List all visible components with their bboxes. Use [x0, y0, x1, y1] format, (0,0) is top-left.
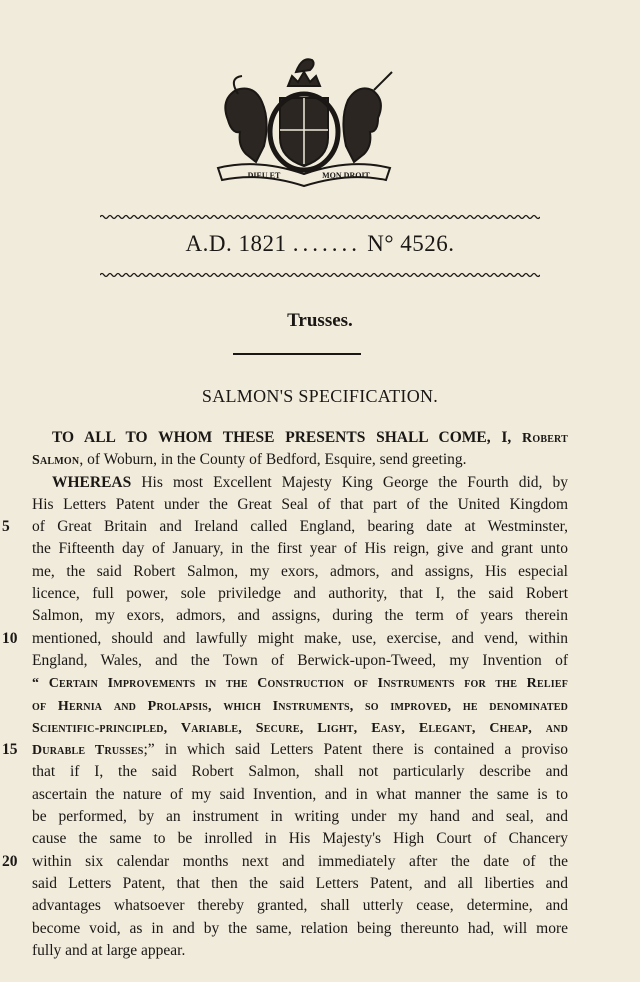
- text-segment: ascertain the nature of my said Invention, and in what manner the same is to: [32, 785, 568, 803]
- heading-dots: .......: [292, 231, 361, 256]
- text-segment: , of Woburn, in the County of Bedford, Esquire, send greeting.: [79, 451, 467, 469]
- text-line: [32, 538, 568, 560]
- text-segment: His most Excellent Majesty King George the Fourth did, by: [131, 473, 568, 491]
- royal-coat-of-arms: [198, 50, 410, 190]
- text-line: [32, 672, 568, 694]
- line-number: 5: [2, 518, 10, 536]
- text-segment: the Fifteenth day of January, in the first year of His reign, give and grant unto: [32, 540, 568, 558]
- text-segment: become void, as in and by the same, relation being thereunto had, will more: [32, 919, 568, 937]
- line-number: 15: [2, 741, 18, 759]
- text-line: [32, 828, 568, 850]
- text-line: [2, 628, 568, 650]
- text-segment: said Letters Patent, that then the said Letters Patent, and all liberties and: [32, 874, 568, 892]
- text-line: [32, 472, 568, 494]
- top-ornamental-rule: [100, 214, 540, 220]
- text-line: [2, 851, 568, 873]
- text-segment: within six calendar months next and immediately after the date of the: [32, 852, 568, 870]
- text-segment: Salmon, my exors, admors, and assigns, during the term of years therein: [32, 607, 568, 625]
- text-line: [32, 695, 568, 717]
- text-segment: of Great Britain and Ireland called England, bearing date at Westminster,: [32, 518, 568, 536]
- text-segment: His Letters Patent under the Great Seal of that part of the United Kingdom: [32, 495, 568, 513]
- text-line: [32, 583, 568, 605]
- text-line: [32, 895, 568, 917]
- text-line: [32, 873, 568, 895]
- text-line: [32, 650, 568, 672]
- text-segment: that if I, the said Robert Salmon, shall not particularly describe and: [32, 763, 568, 781]
- text-segment: Durable Trusses: [32, 743, 144, 759]
- text-line: [32, 449, 568, 471]
- text-line: [32, 494, 568, 516]
- title-divider: [233, 353, 361, 355]
- specification-title: SALMON'S SPECIFICATION.: [201, 386, 439, 406]
- text-segment: licence, full power, sole priviledge and authority, that I, the said Robert: [32, 585, 568, 603]
- text-segment: Salmon: [32, 453, 80, 469]
- text-segment: of Hernia and Prolapsis, which Instruments, so improved, he denominated: [32, 698, 568, 714]
- line-number: 20: [2, 852, 18, 870]
- specification-body: [2, 427, 568, 962]
- text-segment: Robert: [522, 431, 568, 446]
- text-line: [32, 427, 568, 449]
- text-segment: TO ALL TO WHOM THESE PRESENTS SHALL COME, I,: [52, 429, 523, 446]
- text-line: [32, 940, 568, 962]
- text-segment: Scientific-principled, Variable, Secure, Light, Easy, Elegant, Cheap, and: [32, 720, 568, 736]
- text-line: [32, 918, 568, 940]
- subject-title: Trusses.: [287, 310, 353, 331]
- text-segment: advantages whatsoever thereby granted, shall utterly cease, determine, and: [32, 897, 568, 915]
- text-segment: mentioned, should and lawfully might make, use, exercise, and vend, within: [32, 629, 568, 647]
- text-segment: ;” in which said Letters Patent there is contained a proviso: [143, 741, 568, 759]
- text-segment: cause the same to be inrolled in His Majesty's High Court of Chancery: [32, 830, 568, 848]
- text-segment: be performed, by an instrument in writing under my hand and seal, and: [32, 808, 568, 826]
- text-segment: me, the said Robert Salmon, my exors, admors, and assigns, His especial: [32, 562, 568, 580]
- year-label: A.D. 1821: [185, 231, 287, 256]
- text-line: [2, 739, 568, 761]
- text-line: [32, 605, 568, 627]
- text-segment: “ Certain Improvements in the Construction of Instruments for the Relief: [32, 676, 568, 692]
- patent-heading: [0, 231, 640, 257]
- text-segment: fully and at large appear.: [32, 941, 186, 959]
- motto-left: DIEU ET: [247, 171, 281, 180]
- text-line: [32, 784, 568, 806]
- patent-number: N° 4526.: [367, 231, 455, 256]
- motto-right: MON DROIT: [322, 171, 370, 180]
- text-line: [32, 561, 568, 583]
- text-segment: WHEREAS: [52, 473, 132, 491]
- text-line: [32, 806, 568, 828]
- text-line: [2, 516, 568, 538]
- text-line: [32, 761, 568, 783]
- text-line: [32, 717, 568, 739]
- bottom-ornamental-rule: [100, 272, 540, 278]
- text-segment: England, Wales, and the Town of Berwick-upon-Tweed, my Invention of: [32, 651, 568, 669]
- line-number: 10: [2, 629, 18, 647]
